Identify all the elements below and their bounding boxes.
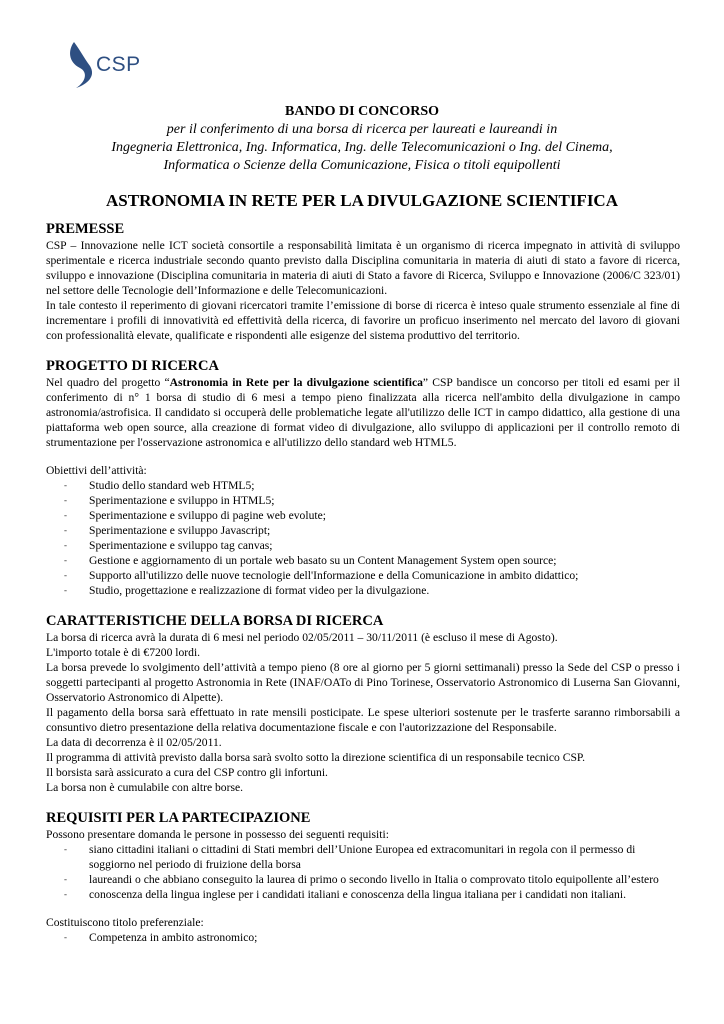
dash-icon: - bbox=[64, 555, 67, 565]
progetto-intro-post: ” CSP bandisce un concorso per titoli ed esami per il conferimento di n° 1 borsa di studio di 6 mesi a tempo pieno finalizzata alla ricerca nell'ambito della divulgazione in campo astronomia/astrofisica. Il candidato si occuperà delle problematiche legate all'utilizzo delle ICT in campo didattico, alla gestione di una piattaforma web open source, alla creazione di format video di divulgazione, allo sviluppo di applicazioni per il controllo remoto di strumentazione per l'osservazione astronomica e all'utilizzo dello standard web HTML5. bbox=[46, 376, 680, 449]
preferenziale-list bbox=[46, 930, 680, 945]
caratteristiche-line: Il programma di attività previsto dalla borsa sarà svolto sotto la direzione scientifica di un responsabile tecnico CSP. bbox=[46, 751, 585, 764]
dash-icon: - bbox=[64, 570, 67, 580]
document-header bbox=[0, 103, 724, 175]
dash-icon: - bbox=[64, 932, 67, 942]
preferenziale-label: Costituiscono titolo preferenziale: bbox=[46, 916, 204, 929]
list-item: - Competenza in ambito astronomico; bbox=[64, 931, 258, 944]
list-item: - conoscenza della lingua inglese per i candidati italiani e conoscenza della lingua italiana per i candidati non italiani. bbox=[64, 888, 626, 901]
progetto-intro-pre: Nel quadro del progetto “ bbox=[46, 376, 170, 389]
caratteristiche-line: La borsa prevede lo svolgimento dell’attività a tempo pieno (8 ore al giorno per 5 giorni settimanali) presso la Sede del CSP o presso i soggetti partecipanti al progetto Astronomia in Rete (INAF/OATo di Pino Torinese, Osservatorio Astronomico di Luserna San Giovanni, Osservatorio Astronomico di Alpette). bbox=[46, 661, 680, 704]
caratteristiche-line: Il borsista sarà assicurato a cura del CSP contro gli infortuni. bbox=[46, 766, 328, 779]
dash-icon: - bbox=[64, 874, 67, 884]
dash-icon: - bbox=[64, 510, 67, 520]
caratteristiche-line: La data di decorrenza è il 02/05/2011. bbox=[46, 736, 222, 749]
header-subtitle-line: Ingegneria Elettronica, Ing. Informatica, Ing. delle Telecomunicazioni o Ing. del Cinema, bbox=[111, 140, 613, 155]
caratteristiche-heading: CARATTERISTICHE DELLA BORSA DI RICERCA bbox=[46, 613, 384, 629]
header-subtitle-line: Informatica o Scienze della Comunicazione, Fisica o titoli equipollenti bbox=[163, 158, 561, 173]
list-item: - siano cittadini italiani o cittadini di Stati membri dell’Unione Europea ed extracomunitari in regola con il permesso di soggiorno nel periodo di fruizione della borsa bbox=[64, 843, 636, 871]
header-title: BANDO DI CONCORSO bbox=[284, 104, 439, 119]
project-name: Astronomia in Rete per la divulgazione scientifica bbox=[169, 376, 423, 389]
premesse-paragraph: In tale contesto il reperimento di giovani ricercatori tramite l’emissione di borse di ricerca è inteso quale strumento essenziale al fine di incrementare i profili di innovatività ed effettività della ricerca, di favorire un proficuo inserimento nel mercato del lavoro di giovani con professionalità elevate, qualificate e rispondenti alle esigenze del sistema produttivo del territorio. bbox=[46, 299, 680, 342]
requisiti-intro: Possono presentare domanda le persone in possesso dei seguenti requisiti: bbox=[46, 828, 389, 841]
list-item: - laureandi o che abbiano conseguito la laurea di primo o secondo livello in Italia o comprovato titolo equipollente all’estero bbox=[64, 873, 659, 886]
list-item: - Sperimentazione e sviluppo tag canvas; bbox=[64, 539, 273, 552]
header-subtitle-line: per il conferimento di una borsa di ricerca per laureati e laureandi in bbox=[166, 122, 558, 137]
dash-icon: - bbox=[64, 585, 67, 595]
caratteristiche-line: Il pagamento della borsa sarà effettuato in rate mensili posticipate. Le spese ulteriori sostenute per le trasferte saranno rimborsabili a consuntivo dietro presentazione della relativa documentazione fiscale e con l'autorizzazione del Responsabile. bbox=[46, 706, 680, 734]
caratteristiche-line: La borsa non è cumulabile con altre borse. bbox=[46, 781, 244, 794]
list-item: - Studio dello standard web HTML5; bbox=[64, 479, 255, 492]
dash-icon: - bbox=[64, 889, 67, 899]
list-item: - Sperimentazione e sviluppo Javascript; bbox=[64, 524, 271, 537]
list-item: - Studio, progettazione e realizzazione di format video per la divulgazione. bbox=[64, 584, 430, 597]
document-body bbox=[46, 220, 680, 945]
obiettivi-label: Obiettivi dell’attività: bbox=[46, 464, 147, 477]
premesse-heading: PREMESSE bbox=[46, 221, 125, 237]
list-item: - Sperimentazione e sviluppo di pagine web evolute; bbox=[64, 509, 326, 522]
requisiti-heading: REQUISITI PER LA PARTECIPAZIONE bbox=[46, 810, 311, 826]
dash-icon: - bbox=[64, 525, 67, 535]
list-item: - Sperimentazione e sviluppo in HTML5; bbox=[64, 494, 275, 507]
caratteristiche-line: La borsa di ricerca avrà la durata di 6 mesi nel periodo 02/05/2011 – 30/11/2011 (è escluso il mese di Agosto). bbox=[46, 631, 558, 644]
logo-text: CSP bbox=[96, 53, 141, 76]
dash-icon: - bbox=[64, 540, 67, 550]
obiettivi-list bbox=[46, 478, 680, 598]
caratteristiche-line: L'importo totale è di €7200 lordi. bbox=[46, 646, 201, 659]
main-title: ASTRONOMIA IN RETE PER LA DIVULGAZIONE SCIENTIFICA bbox=[106, 191, 618, 210]
progetto-heading: PROGETTO DI RICERCA bbox=[46, 358, 219, 374]
dash-icon: - bbox=[64, 480, 67, 490]
premesse-paragraph: CSP – Innovazione nelle ICT società consortile a responsabilità limitata è un organismo di ricerca impegnato in attività di sviluppo sperimentale e ricerca industriale secondo quanto previsto dalla Disciplina comunitaria in materia di aiuti di stato a favore di ricerca, sviluppo e innovazione (Disciplina comunitaria in materia di aiuti di Stato a favore di Ricerca, Sviluppo e Innovazione (2006/C 323/01) nel settore delle Tecnologie dell’Informazione e delle Telecomunicazioni. bbox=[46, 239, 680, 297]
list-item: - Gestione e aggiornamento di un portale web basato su un Content Management System open source; bbox=[64, 554, 557, 567]
list-item: - Supporto all'utilizzo delle nuove tecnologie dell'Informazione e della Comunicazione in ambito didattico; bbox=[64, 569, 579, 582]
requisiti-list bbox=[46, 842, 680, 902]
dash-icon: - bbox=[64, 844, 67, 854]
progetto-intro bbox=[46, 375, 680, 450]
dash-icon: - bbox=[64, 495, 67, 505]
